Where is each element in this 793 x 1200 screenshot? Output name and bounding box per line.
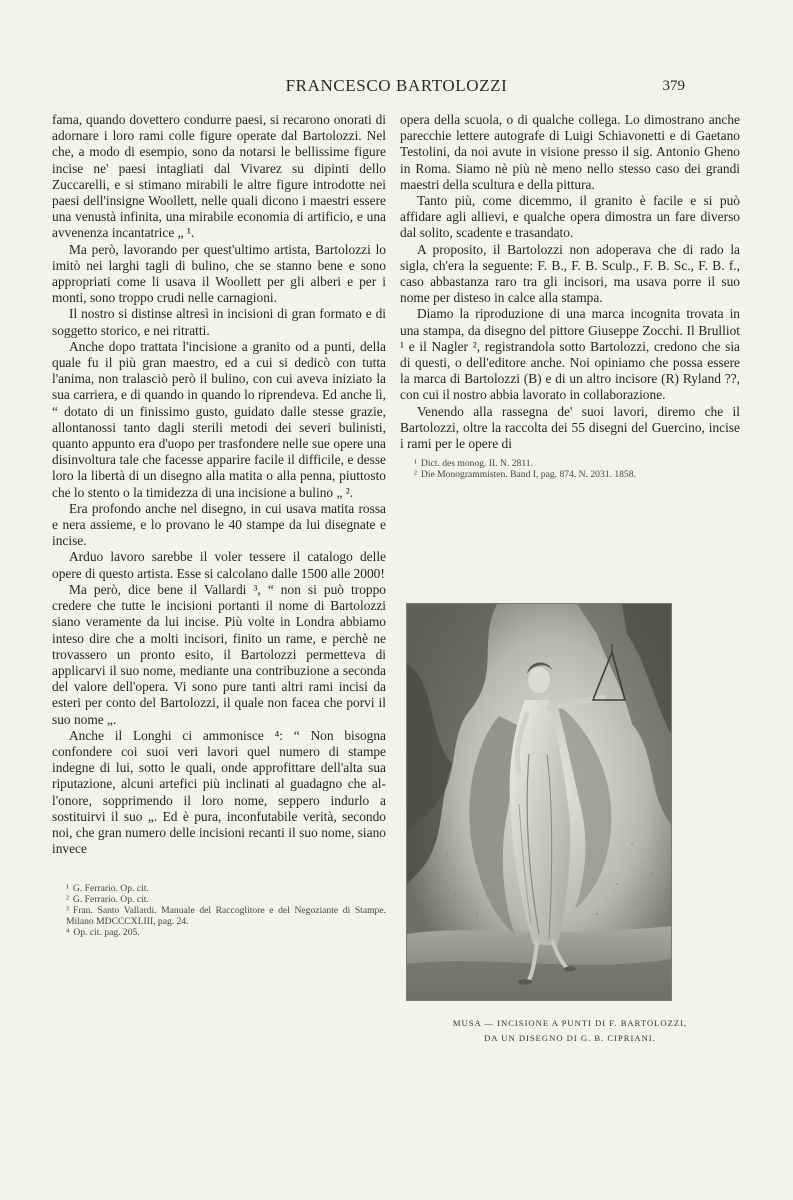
paragraph: Venendo alla rassegna de' suoi lavori, diremo che il Bartolozzi, oltre la raccolta dei 55 disegni del Guercino, incise i rami per le opere di bbox=[400, 403, 740, 452]
footnote-number: ¹ bbox=[414, 458, 417, 470]
footnote bbox=[52, 927, 386, 938]
footnotes-right bbox=[400, 458, 740, 480]
left-column bbox=[52, 112, 386, 938]
footnote-text: G. Ferrario. Op. cit. bbox=[72, 894, 149, 906]
head bbox=[528, 667, 550, 693]
foot bbox=[518, 979, 532, 985]
footnote-number: ² bbox=[66, 894, 69, 906]
footnote-number: ² bbox=[414, 469, 417, 481]
paragraph: Anche il Longhi ci ammonisce ⁴: “ Non bisogna confondere coi suoi veri lavori quel numero di stampe indegne di lui, sotto le quali, onde approfittare dell'alta sua riputazione, alcuni artefici più inclinati al guadagno che all'onore, sopprimendo il loro nome, seppero indurlo a sostituirvi il suo „. Ed è pura, inconfutabile verità, secondo noi, che gran numero delle incisioni recanti il suo nome, siano invece bbox=[52, 727, 386, 857]
caption-line: DA UN DISEGNO DI G. B. CIPRIANI. bbox=[484, 1033, 656, 1043]
footnote bbox=[400, 458, 740, 469]
paragraph: Tanto più, come dicemmo, il granito è facile e si può affidare agli allievi, e qualche opera dimostra un fare diverso dal solito, scadente e trasandato. bbox=[400, 193, 740, 241]
footnote-text: Fran. Santo Vallardi. Manuale del Raccoglitore e del Negoziante di Stampe. Milano MDCCCXLIII, pag. 24. bbox=[66, 905, 386, 928]
paragraph: Ma però, dice bene il Vallardi ³, “ non si può troppo credere che tutte le incisioni portanti il nome di Bartolozzi siano veramente da lui incise. Più volte in Londra abbiamo inteso dire che a molti incisori, finito un rame, e perchè ne trovassero un pronto esito, il Bartolozzi permetteva di applicarvi il suo nome, mediante una contribuzione a seconda del valore dell'opera. Vi sono pure tanti altri rami incisi da esteri per conto del Bartolozzi, il quale non facea che porvi il suo nome „. bbox=[52, 581, 386, 727]
caption-line: MUSA — INCISIONE A PUNTI DI F. BARTOLOZZI, bbox=[452, 1018, 688, 1028]
footnote bbox=[52, 905, 386, 927]
page-number: 379 bbox=[662, 78, 685, 94]
footnote bbox=[52, 883, 386, 894]
footnote-number: ³ bbox=[66, 905, 69, 917]
right-column bbox=[400, 112, 740, 480]
paragraph: Il nostro si distinse altresì in incisioni di gran formato e di soggetto storico, e nei ritratti. bbox=[52, 306, 386, 338]
paragraph: Era profondo anche nel disegno, in cui usava matita rossa e nera assieme, e lo provano le 40 stampe da lui disegnate e incise. bbox=[52, 500, 386, 549]
paragraph: Diamo la riproduzione di una marca incognita trovata in una stampa, da disegno del pittore Giuseppe Zocchi. Il Brulliot ¹ e il Nagler ², registrandola sotto Bartolozzi, credono che sia di questi, o dell'editore anche. Noi opiniamo che possa essere la marca di Bartolozzi (B) e di un altro incisore (R) Ryland ??, con cui il nostro abbia lavorato in collaborazione. bbox=[400, 306, 740, 403]
paragraph: Arduo lavoro sarebbe il voler tessere il catalogo delle opere di questo artista. Esse si calcolano dalle 1500 alle 2000! bbox=[52, 549, 386, 581]
footnote-text: G. Ferrario. Op. cit. bbox=[72, 883, 149, 895]
footnote-number: ⁴ bbox=[66, 927, 70, 939]
engraving-illustration bbox=[406, 603, 672, 1001]
paragraph: Anche dopo trattata l'incisione a granito od a punti, della quale fu il più gran maestro, ed a cui si dedicò con tutta l'anima, non tralasciò però il bulino, con cui aveva iniziato la sua carriera, e di quando in quando lo riprendeva. Ed anche lì, “ dotato di un finissimo gusto, guidato dalle stesse grazie, allontanossi tanto dagli sterili metodi dei severi bulinisti, quanto appunto era d'uopo per trasfondere nelle sue opere una disinvoltura tale che facesse apparire facile il difficile, e desse loro la libertà di un disegno alla matita o alla penna, piuttosto che lo stento o la timidezza di una incisione a bulino „ ². bbox=[52, 338, 386, 500]
paragraph: fama, quando dovettero condurre paesi, si recarono onorati di adornare i loro rami colle figure operate dal Bartolozzi. Nel che, a modo di esempio, sono da notarsi le bellissime figure incise ne' paesi intagliati dal Vivarez su dipinti dello Zuccarelli, e si stimano mirabili le altre figure introdotte nei paesi dell'insigne Woollett, nelle quali dicono i maestri essere una venustà infinita, una mirabile economia di artificio, e una avvenenza incantatrice „ ¹. bbox=[52, 112, 386, 241]
footnote-number: ¹ bbox=[66, 883, 69, 895]
footnote-text: Dict. des monog. II. N. 2811. bbox=[420, 458, 533, 470]
paragraph: A proposito, il Bartolozzi non adoperava che di rado la sigla, ch'era la seguente: F. B., F. B. Sculp., F. B. Sc., F. B. f., caso abbastanza raro tra gli incisori, ma usava porre il suo nome per disteso in calce alla stampa. bbox=[400, 241, 740, 306]
foot bbox=[564, 966, 576, 971]
paragraph: Ma però, lavorando per quest'ultimo artista, Bartolozzi lo imitò nei larghi tagli di bulino, che se stanno bene e sono appropriati come li usava il Woollett per gli alberi e per i monti, sono troppo crudi nelle carnagioni. bbox=[52, 241, 386, 306]
footnote-text: Op. cit. pag. 205. bbox=[73, 927, 140, 939]
figure-caption bbox=[400, 1016, 740, 1046]
page-header-title: FRANCESCO BARTOLOZZI bbox=[285, 76, 508, 95]
paragraph: opera della scuola, o di qualche collega. Lo dimostrano anche parecchie lettere autografe di Luigi Schiavonetti e di Gaetano Testolini, da noi avute in visione presso il sig. Antonio Gheno in Roma. Siamo nè più nè meno nello stesso caso dei grandi maestri della scultura e della pittura. bbox=[400, 112, 740, 192]
footnote bbox=[400, 469, 740, 480]
footnote bbox=[52, 894, 386, 905]
ground-shadow bbox=[407, 959, 671, 1000]
footnotes-left bbox=[52, 883, 386, 938]
footnote-text: Die Monogrammisten. Band I, pag. 874. N. 2031. 1858. bbox=[420, 469, 636, 481]
muse-engraving-image bbox=[407, 604, 671, 1000]
